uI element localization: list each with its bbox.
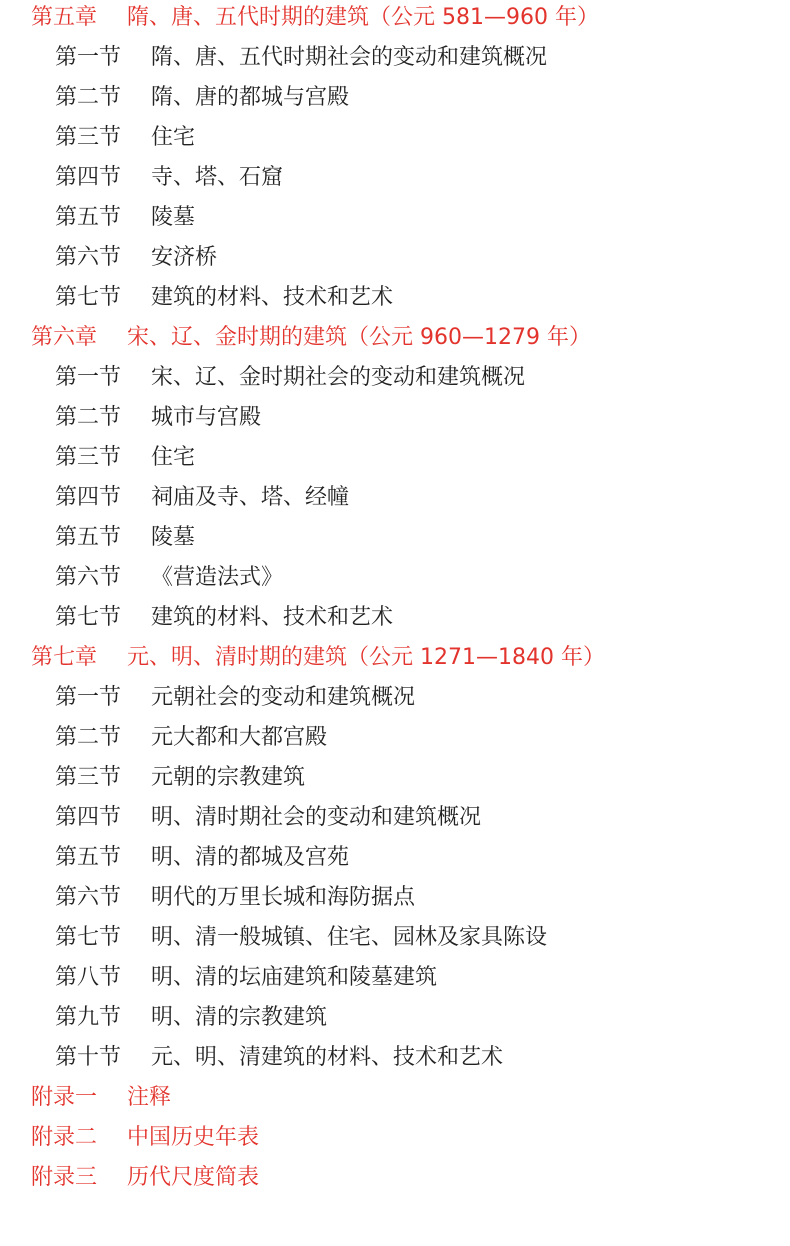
appendix-title: 中国历史年表 — [127, 1125, 260, 1150]
section-number: 第九节 — [55, 1005, 122, 1030]
toc-appendix-link[interactable] — [0, 1078, 790, 1118]
toc-section-link[interactable] — [0, 438, 790, 478]
section-number: 第六节 — [55, 565, 122, 590]
chapter-number: 第六章 — [31, 325, 98, 350]
section-title: 隋、唐、五代时期社会的变动和建筑概况 — [151, 45, 548, 70]
toc-section-link[interactable] — [0, 678, 790, 718]
toc-section-link[interactable] — [0, 478, 790, 518]
section-number: 第六节 — [55, 885, 122, 910]
chapter-number: 第七章 — [31, 645, 98, 670]
section-title: 元、明、清建筑的材料、技术和艺术 — [151, 1045, 504, 1070]
section-number: 第十节 — [55, 1045, 122, 1070]
section-title: 元朝的宗教建筑 — [151, 765, 306, 790]
toc-section-link[interactable] — [0, 758, 790, 798]
toc-section-link[interactable] — [0, 198, 790, 238]
toc-section-link[interactable] — [0, 958, 790, 998]
section-title: 陵墓 — [151, 525, 196, 550]
toc-section-link[interactable] — [0, 158, 790, 198]
section-title: 建筑的材料、技术和艺术 — [151, 285, 394, 310]
section-title: 安济桥 — [151, 245, 218, 270]
section-title: 城市与宫殿 — [151, 405, 262, 430]
toc-chapter-link[interactable] — [0, 0, 790, 38]
section-title: 明、清的都城及宫苑 — [151, 845, 350, 870]
section-number: 第一节 — [55, 685, 122, 710]
section-number: 第二节 — [55, 405, 122, 430]
toc-section-link[interactable] — [0, 518, 790, 558]
section-number: 第四节 — [55, 165, 122, 190]
toc-section-link[interactable] — [0, 918, 790, 958]
toc-section-link[interactable] — [0, 398, 790, 438]
section-title: 宋、辽、金时期社会的变动和建筑概况 — [151, 365, 526, 390]
toc-section-link[interactable] — [0, 278, 790, 318]
section-number: 第三节 — [55, 125, 122, 150]
toc-section-link[interactable] — [0, 558, 790, 598]
section-number: 第四节 — [55, 805, 122, 830]
toc-section-link[interactable] — [0, 78, 790, 118]
section-title: 明代的万里长城和海防据点 — [151, 885, 416, 910]
section-title: 明、清时期社会的变动和建筑概况 — [151, 805, 482, 830]
section-number: 第三节 — [55, 445, 122, 470]
toc-section-link[interactable] — [0, 238, 790, 278]
toc-section-link[interactable] — [0, 838, 790, 878]
section-number: 第八节 — [55, 965, 122, 990]
toc-section-link[interactable] — [0, 358, 790, 398]
toc-section-link[interactable] — [0, 878, 790, 918]
section-title: 祠庙及寺、塔、经幢 — [151, 485, 350, 510]
toc-section-link[interactable] — [0, 118, 790, 158]
appendix-number: 附录三 — [31, 1165, 98, 1190]
section-title: 元大都和大都宫殿 — [151, 725, 328, 750]
section-number: 第七节 — [55, 285, 122, 310]
toc-appendix-link[interactable] — [0, 1158, 790, 1198]
toc-section-link[interactable] — [0, 598, 790, 638]
section-number: 第三节 — [55, 765, 122, 790]
appendix-title: 注释 — [127, 1085, 172, 1110]
section-number: 第五节 — [55, 525, 122, 550]
chapter-title: 元、明、清时期的建筑（公元 1271—1840 年） — [127, 645, 605, 670]
section-number: 第五节 — [55, 845, 122, 870]
toc-appendix-link[interactable] — [0, 1118, 790, 1158]
section-title: 陵墓 — [151, 205, 196, 230]
appendix-title: 历代尺度简表 — [127, 1165, 260, 1190]
section-title: 住宅 — [151, 125, 196, 150]
toc-section-link[interactable] — [0, 798, 790, 838]
section-title: 寺、塔、石窟 — [151, 165, 284, 190]
appendix-number: 附录二 — [31, 1125, 98, 1150]
toc-chapter-link[interactable] — [0, 318, 790, 358]
section-number: 第七节 — [55, 925, 122, 950]
section-title: 元朝社会的变动和建筑概况 — [151, 685, 416, 710]
section-number: 第六节 — [55, 245, 122, 270]
section-number: 第一节 — [55, 365, 122, 390]
appendix-number: 附录一 — [31, 1085, 98, 1110]
section-title: 隋、唐的都城与宫殿 — [151, 85, 350, 110]
section-title: 明、清的宗教建筑 — [151, 1005, 328, 1030]
section-title: 建筑的材料、技术和艺术 — [151, 605, 394, 630]
toc-section-link[interactable] — [0, 1038, 790, 1078]
section-title: 明、清一般城镇、住宅、园林及家具陈设 — [151, 925, 548, 950]
toc-chapter-link[interactable] — [0, 638, 790, 678]
section-number: 第五节 — [55, 205, 122, 230]
section-title: 明、清的坛庙建筑和陵墓建筑 — [151, 965, 438, 990]
toc-section-link[interactable] — [0, 998, 790, 1038]
section-title: 《营造法式》 — [151, 565, 284, 590]
section-number: 第一节 — [55, 45, 122, 70]
chapter-title: 宋、辽、金时期的建筑（公元 960—1279 年） — [127, 325, 591, 350]
toc-section-link[interactable] — [0, 718, 790, 758]
section-title: 住宅 — [151, 445, 196, 470]
section-number: 第七节 — [55, 605, 122, 630]
section-number: 第四节 — [55, 485, 122, 510]
section-number: 第二节 — [55, 725, 122, 750]
chapter-title: 隋、唐、五代时期的建筑（公元 581—960 年） — [127, 5, 599, 30]
toc-section-link[interactable] — [0, 38, 790, 78]
chapter-number: 第五章 — [31, 5, 98, 30]
section-number: 第二节 — [55, 85, 122, 110]
